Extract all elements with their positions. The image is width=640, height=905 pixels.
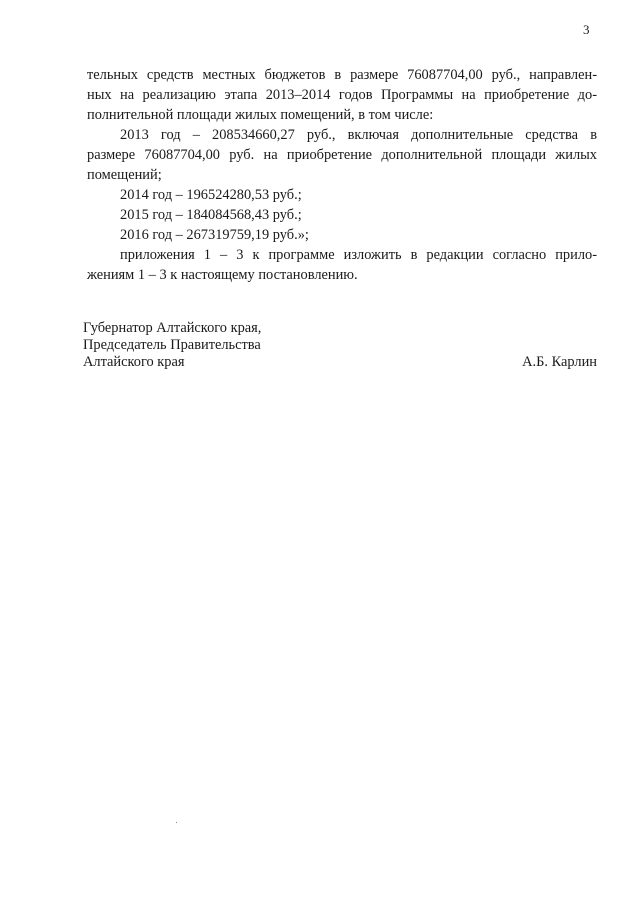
signatory-title-line: Председатель Правительства (83, 337, 261, 353)
text-line: полнительной площади жилых помещений, в том числе: (87, 107, 434, 123)
paragraph-year-2016: 2016 год – 267319759,19 руб.»; (120, 227, 309, 243)
text-line: жениям 1 – 3 к настоящему постановлению. (87, 267, 358, 283)
paragraph-appendices (87, 245, 597, 285)
text-line: ных на реализацию этапа 2013–2014 годов Программы на приобретение до- (87, 87, 597, 103)
text-line: помещений; (87, 167, 162, 183)
paragraph-year-2015: 2015 год – 184084568,43 руб.; (120, 207, 302, 223)
scan-artifact (176, 822, 177, 823)
paragraph-year-2013 (87, 125, 597, 185)
page-number: 3 (583, 22, 590, 37)
signature-block (83, 320, 597, 371)
signatory-title-line: Губернатор Алтайского края, (83, 320, 262, 336)
signatory-title-line: Алтайского края (83, 354, 185, 370)
text-line: 2013 год – 208534660,27 руб., включая дополнительные средства в (120, 127, 597, 143)
paragraph-budget-funds (87, 65, 597, 125)
text-line: тельных средств местных бюджетов в размере 76087704,00 руб., направлен- (87, 67, 597, 83)
signatory-name: А.Б. Карлин (522, 354, 597, 370)
document-body (87, 65, 597, 285)
text-line: размере 76087704,00 руб. на приобретение дополнительной площади жилых (87, 147, 597, 163)
paragraph-year-2014: 2014 год – 196524280,53 руб.; (120, 187, 302, 203)
text-line: приложения 1 – 3 к программе изложить в редакции согласно прило- (120, 247, 597, 263)
